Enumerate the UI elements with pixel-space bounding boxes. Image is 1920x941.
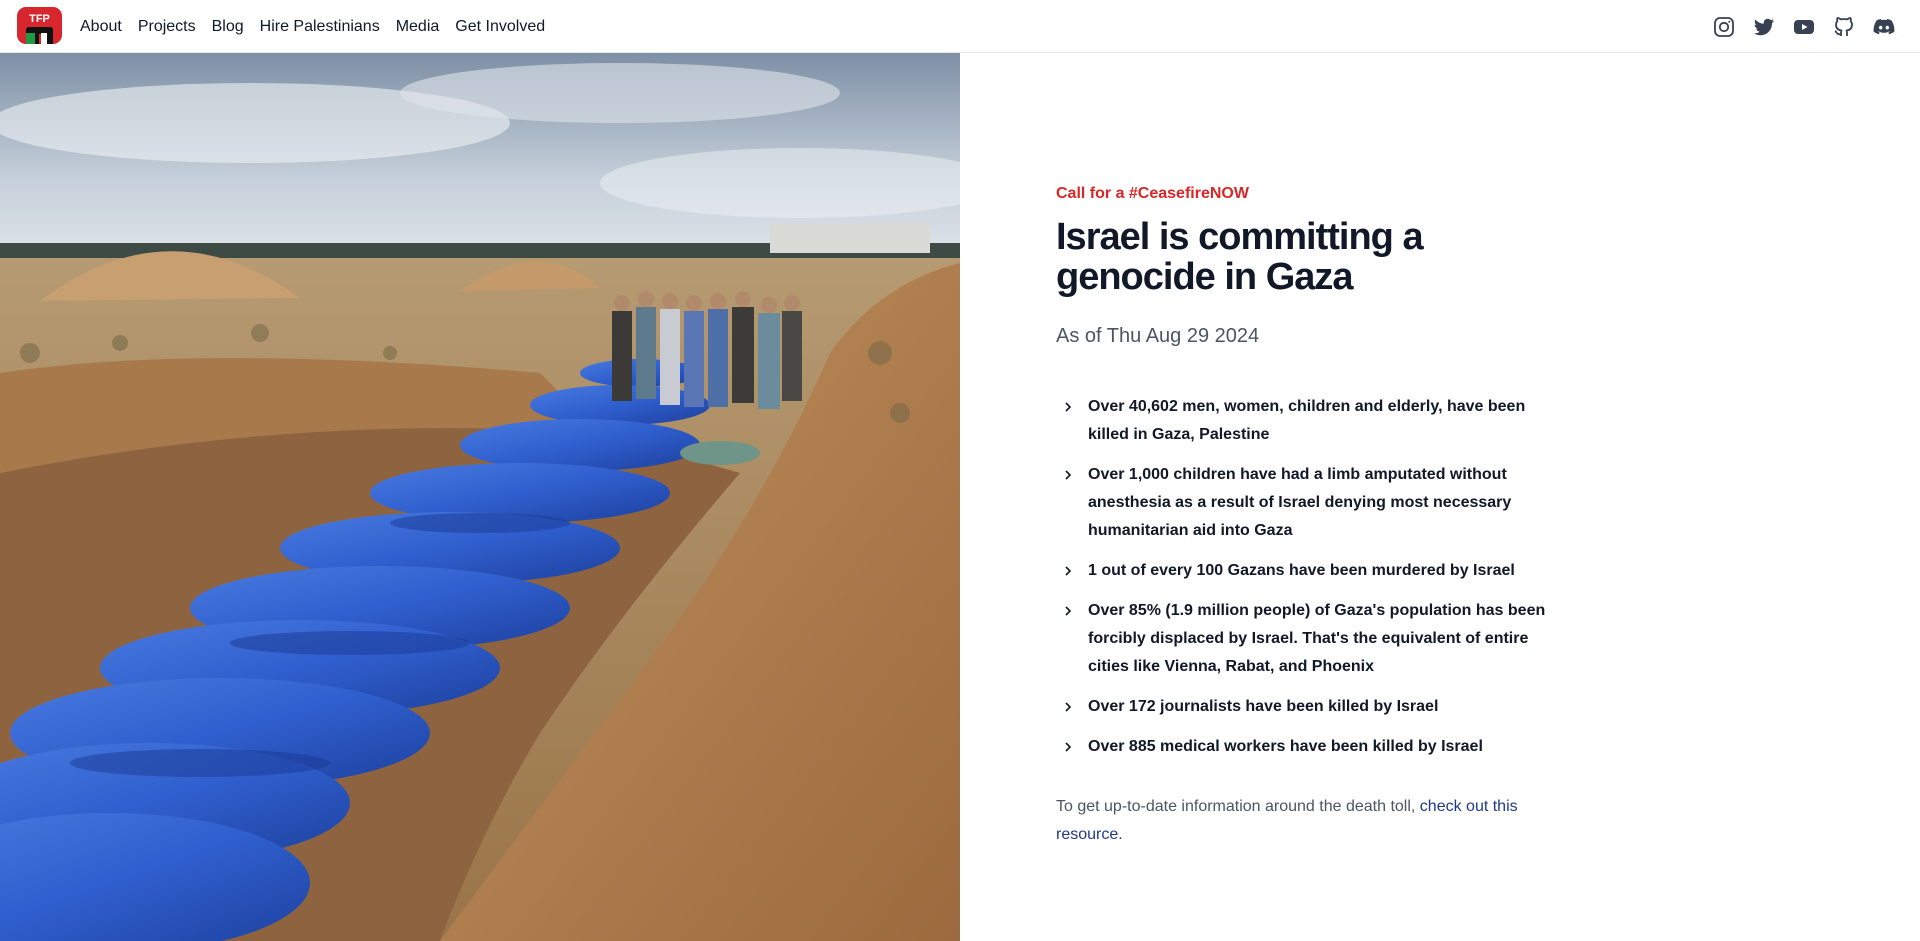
mass-grave-image — [0, 53, 960, 941]
chevron-right-icon — [1062, 701, 1074, 713]
nav-blog[interactable]: Blog — [211, 17, 244, 35]
nav-media[interactable]: Media — [395, 17, 440, 35]
logo-text: TFP — [29, 13, 50, 25]
fact-text: Over 885 medical workers have been killed by Israel — [1088, 738, 1483, 755]
chevron-right-icon — [1062, 741, 1074, 753]
resource-text: To get up-to-date information around the death toll, — [1056, 798, 1420, 815]
fact-text: 1 out of every 100 Gazans have been murdered by Israel — [1088, 562, 1515, 579]
chevron-right-icon — [1062, 469, 1074, 481]
hero-photo — [0, 53, 960, 941]
chevron-right-icon — [1062, 565, 1074, 577]
youtube-icon[interactable] — [1792, 15, 1816, 39]
fact-text: Over 172 journalists have been killed by Israel — [1088, 698, 1439, 715]
facts-list — [1056, 393, 1556, 773]
chevron-right-icon — [1062, 605, 1074, 617]
fact-text: Over 85% (1.9 million people) of Gaza's population has been forcibly displaced by Israel. That's the equivalent of entire cities like Vienna, Rabat, and Phoenix — [1088, 602, 1546, 675]
site-header — [0, 0, 1920, 53]
page-title: Israel is committing a genocide in Gaza — [1056, 216, 1423, 298]
twitter-icon[interactable] — [1752, 15, 1776, 39]
nav-projects[interactable]: Projects — [137, 17, 196, 35]
ceasefire-eyebrow: Call for a #CeasefireNOW — [1056, 185, 1249, 202]
github-icon[interactable] — [1832, 15, 1856, 39]
fact-item[interactable] — [1056, 393, 1556, 449]
main-nav — [80, 0, 545, 53]
fact-item[interactable] — [1056, 693, 1556, 721]
fact-item[interactable] — [1056, 461, 1556, 545]
fact-item[interactable] — [1056, 733, 1556, 761]
site-logo[interactable] — [17, 7, 62, 44]
fact-item[interactable] — [1056, 597, 1556, 681]
nav-get-involved[interactable]: Get Involved — [455, 17, 546, 35]
fact-item[interactable] — [1056, 557, 1556, 585]
fact-text: Over 1,000 children have had a limb amputated without anesthesia as a result of Israel denying most necessary humanitarian aid into Gaza — [1088, 466, 1512, 539]
resource-link[interactable]: check out this resource. — [1056, 798, 1518, 843]
instagram-icon[interactable] — [1712, 15, 1736, 39]
social-links — [1700, 0, 1920, 53]
chevron-right-icon — [1062, 401, 1074, 413]
nav-hire-palestinians[interactable]: Hire Palestinians — [259, 17, 380, 35]
nav-about[interactable]: About — [80, 17, 122, 35]
fact-text: Over 40,602 men, women, children and elderly, have been killed in Gaza, Palestine — [1088, 398, 1526, 443]
resource-note — [1056, 793, 1556, 849]
as-of-date: As of Thu Aug 29 2024 — [1056, 325, 1260, 347]
discord-icon[interactable] — [1872, 15, 1896, 39]
